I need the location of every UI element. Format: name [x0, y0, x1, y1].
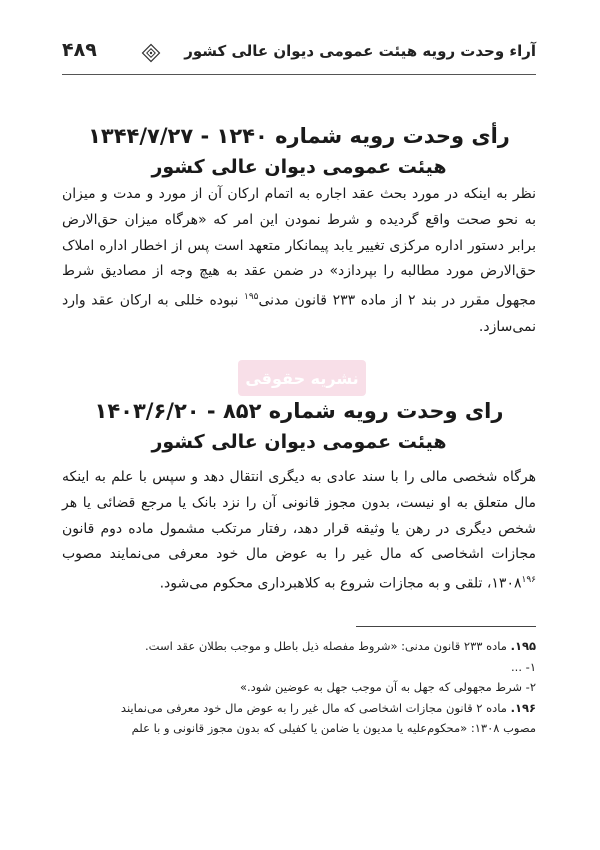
footnote-line: [62, 698, 536, 719]
footnote-reference[interactable]: ۱۹۵: [244, 292, 259, 303]
section-heading: [62, 395, 536, 457]
ruling-body-end: نبوده خللی به ارکان عقد وارد نمی‌سازد.: [62, 292, 536, 335]
footnote-text: ۱- ...: [511, 659, 536, 674]
running-title: آراء وحدت رویه هیئت عمومی دیوان عالی کشور: [184, 42, 536, 60]
footnote-text: مصوب ۱۳۰۸: «محکوم‌علیه یا مدیون یا ضامن یا کفیلی که بدون مجوز قانونی و با علم: [131, 721, 536, 735]
footnote-text: ماده ۲۳۳ قانون مدنی: «شروط مفصله ذیل باطل و موجب بطلان عقد است.: [145, 639, 511, 653]
section-heading: [62, 120, 536, 182]
footnote-line: [62, 636, 536, 657]
footnote-reference[interactable]: ۱۹۶: [521, 575, 536, 586]
page-number: ۴۸۹: [62, 39, 97, 61]
footnote-line: [62, 657, 536, 678]
ruling-title: رای وحدت رویه شماره ۸۵۲ - ۱۴۰۳/۶/۲۰: [94, 399, 504, 423]
ruling-body: نظر به اینکه در مورد بحث عقد اجاره به اتمام ارکان آن از مورد و مدت و میزان به نحو صحت واقع گردیده و شرط نمودن این امر که «هرگاه میزان حق‌الارض برابر دستور اداره مرکزی تغییر یابد پیمانکار متعهد است پس از اخطار اداره املاک حق‌الارض مورد مطالبه را بپردازد» در ضمن عقد به هیچ وجه از مصادیق شرط مجهول مقرر در بند ۲ از ماده ۲۳۳ قانون مدنی: [62, 186, 536, 309]
running-header: [62, 38, 536, 68]
publisher-watermark: [238, 360, 366, 396]
footnote-divider: [356, 626, 536, 627]
footnote-line: [62, 677, 536, 698]
footnote-line: [62, 718, 536, 739]
ruling-text: [62, 465, 536, 598]
diamond-ornament-icon: [140, 42, 162, 64]
watermark-text: نشریه حقوقی: [245, 368, 359, 388]
footnotes: [62, 636, 536, 739]
footnote-text: ۲- شرط مجهولی که جهل به آن موجب جهل به عوضین شود.»: [239, 680, 536, 694]
ruling-body-end: ، تلقی و به مجازات شروع به کلاهبرداری محکوم می‌شود.: [159, 575, 492, 592]
ruling-title: رأی وحدت رویه شماره ۱۲۴۰ - ۱۳۴۴/۷/۲۷: [88, 124, 510, 148]
footnote-text: ماده ۲ قانون مجازات اشخاصی که مال غیر را به عوض مال خود معرفی می‌نمایند: [120, 700, 511, 715]
footnote-number: ۱۹۵.: [510, 639, 536, 653]
footnote-number: ۱۹۶.: [510, 700, 536, 715]
ruling-authority: هیئت عمومی دیوان عالی کشور: [151, 431, 447, 453]
ruling-text: [62, 182, 536, 340]
ruling-authority: هیئت عمومی دیوان عالی کشور: [151, 156, 447, 178]
header-divider: [62, 74, 536, 75]
ruling-body: هرگاه شخصی مالی را با سند عادی به دیگری انتقال دهد و سپس با علم به اینکه مال متعلق به او نیست، بدون مجوز قانونی آن را نزد بانک یا مرجع قضائی یا هر شخص دیگری در رهن یا وثیقه قرار دهد، رفتار مرتکب مشمول ماده دوم قانون مجازات اشخاصی که مال غیر را به عوض مال خود معرفی می‌نمایند مصوب ۱۳۰۸: [62, 469, 536, 592]
